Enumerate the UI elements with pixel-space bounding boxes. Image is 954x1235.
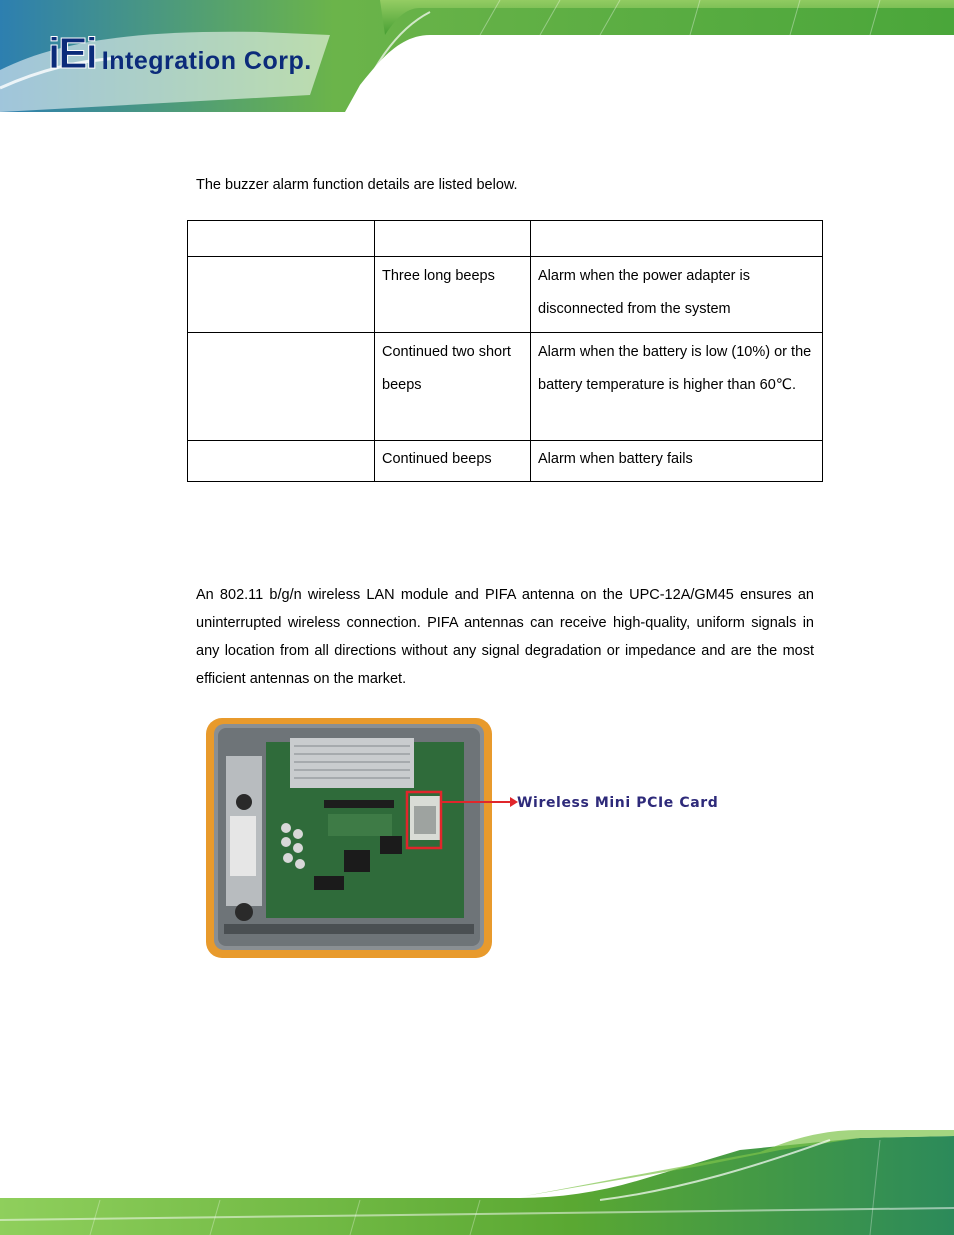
footer-banner [0,1130,954,1235]
wireless-paragraph: An 802.11 b/g/n wireless LAN module and PIFA antenna on the UPC-12A/GM45 ensures an uninterrupted wireless connection. PIFA antennas can receive high-quality, uniform signals in any location from all directions without any signal degradation or impedance and are the most efficient antennas on the market. [196,587,814,687]
beeps-cell: Continued beeps [375,441,531,482]
board-photo [204,716,494,960]
table-header-row [188,221,823,257]
table-row [188,257,823,333]
logo-mark: iEi [48,29,96,78]
description-cell: Alarm when the battery is low (10%) or the battery temperature is higher than 60℃. [531,333,823,441]
table-row [188,441,823,482]
logo-text: Integration Corp. [101,47,312,75]
buzzer-alarm-table [187,220,823,482]
table-row [188,333,823,441]
table-header-cell [531,221,823,257]
callout-label: Wireless Mini PCIe Card [517,795,719,811]
description-cell: Alarm when battery fails [531,441,823,482]
table-header-cell [188,221,375,257]
company-logo [48,26,312,76]
condition-cell [188,333,375,441]
callout-arrow [440,795,518,809]
beeps-cell: Continued two short beeps [375,333,531,441]
condition-cell [188,257,375,333]
table-header-cell [375,221,531,257]
condition-cell [188,441,375,482]
intro-text: The buzzer alarm function details are listed below. [196,177,518,193]
description-cell: Alarm when the power adapter is disconnected from the system [531,257,823,333]
beeps-cell: Three long beeps [375,257,531,333]
